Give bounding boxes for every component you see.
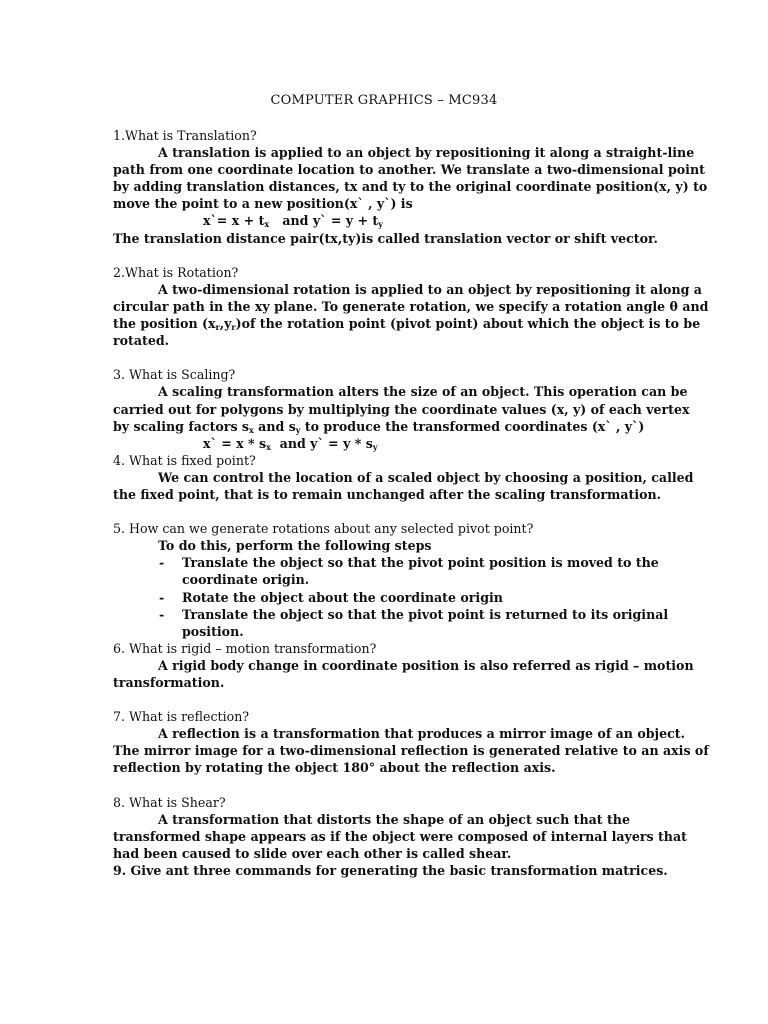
q2-line-3-sub-2: r (231, 322, 236, 333)
question-8-heading: 8. What is Shear? (113, 794, 226, 810)
q2-line-3-part-a: the position (x (113, 316, 216, 332)
q8-line-1: A transformation that distorts the shape of an object such that the (158, 811, 630, 827)
q1-formula-sub-1: x (264, 219, 270, 230)
q1-line-2: path from one coordinate location to another. We translate a two-dimensional point (113, 162, 705, 178)
q5-step-1: Translate the object so that the pivot point position is moved to the (182, 555, 659, 571)
q1-line-1: A translation is applied to an object by repositioning it along a straight-line (158, 145, 695, 161)
list-item (113, 554, 673, 571)
spacer (113, 777, 673, 794)
document-body (113, 127, 709, 879)
q3-line-3-sub-2: y (295, 424, 301, 435)
q3-formula-sub-2: y (372, 441, 378, 452)
q3-line-2: carried out for polygons by multiplying the coordinate values (x, y) of each vertex (113, 401, 690, 417)
q1-line-3: by adding translation distances, tx and ty to the original coordinate position(x, y) to (113, 179, 708, 195)
q5-step-3-cont: position. (182, 623, 244, 639)
q7-line-2: The mirror image for a two-dimensional reflection is generated relative to an axis of (113, 743, 709, 759)
spacer (113, 691, 673, 708)
q1-formula-part-b: and y` = y + t (282, 213, 379, 229)
q5-step-3: Translate the object so that the pivot point is returned to its original (182, 606, 669, 622)
q3-formula (113, 435, 673, 452)
q2-line-3-part-c: )of the rotation point (pivot point) about which the object is to be (235, 316, 701, 332)
spacer (113, 247, 673, 264)
list-dash: - (159, 555, 165, 571)
q2-line-1: A two-dimensional rotation is applied to an object by repositioning it along a (158, 281, 702, 297)
q7-line-3: reflection by rotating the object 180° about the reflection axis. (113, 760, 556, 776)
question-6-heading: 6. What is rigid – motion transformation? (113, 640, 377, 656)
list-dash: - (159, 606, 165, 622)
q5-line-1: To do this, perform the following steps (158, 538, 432, 554)
q1-line-5: The translation distance pair(tx,ty)is called translation vector or shift vector. (113, 230, 658, 246)
q1-formula (113, 212, 673, 229)
question-7-heading: 7. What is reflection? (113, 709, 250, 725)
spacer (113, 349, 673, 366)
q6-line-1: A rigid body change in coordinate position is also referred as rigid – motion (158, 657, 694, 673)
question-4-heading: 4. What is fixed point? (113, 452, 256, 468)
q3-line-1: A scaling transformation alters the size of an object. This operation can be (158, 384, 688, 400)
q3-formula-part-a: x` = x * s (203, 435, 267, 451)
q4-line-2: the fixed point, that is to remain unchanged after the scaling transformation. (113, 486, 662, 502)
list-dash: - (159, 589, 165, 605)
q4-line-1: We can control the location of a scaled object by choosing a position, called (158, 469, 694, 485)
q3-line-3-sub-1: x (249, 424, 254, 435)
q2-line-4: rotated. (113, 333, 170, 349)
q2-line-3 (113, 315, 701, 333)
q3-line-3-part-b: and s (253, 418, 296, 434)
q3-formula-sub-1: x (266, 441, 271, 452)
q3-formula-part-b: and y` = y * s (279, 435, 373, 451)
q1-formula-part-a: x`= x + t (203, 213, 265, 229)
question-2-heading: 2.What is Rotation? (113, 264, 239, 280)
question-3-heading: 3. What is Scaling? (113, 367, 236, 383)
q3-line-3-part-a: by scaling factors s (113, 418, 250, 434)
q8-line-3: had been caused to slide over each other is called shear. (113, 845, 512, 861)
list-item (113, 606, 673, 623)
q7-line-1: A reflection is a transformation that produces a mirror image of an object. (158, 726, 685, 742)
document-title: COMPUTER GRAPHICS – MC934 (270, 93, 498, 108)
q5-step-1-cont: coordinate origin. (182, 572, 310, 588)
q2-line-3-part-b: ,y (219, 316, 232, 332)
q3-line-3-part-c: to produce the transformed coordinates (x` , y`) (300, 418, 645, 434)
spacer (113, 503, 673, 520)
q3-line-3 (113, 418, 673, 435)
q6-line-2: transformation. (113, 675, 225, 690)
q2-line-3-sub-1: r (215, 322, 220, 333)
q1-line-4: move the point to a new position(x` , y`) is (113, 196, 413, 212)
q8-line-2: transformed shape appears as if the object were composed of internal layers that (113, 828, 687, 844)
list-item (113, 589, 673, 606)
question-9-heading: 9. Give ant three commands for generating the basic transformation matrices. (113, 863, 668, 879)
question-1-heading: 1.What is Translation? (113, 128, 257, 143)
q1-formula-sub-2: y (378, 219, 383, 230)
q2-line-2: circular path in the xy plane. To generate rotation, we specify a rotation angle θ and (113, 298, 709, 314)
q5-step-2: Rotate the object about the coordinate origin (182, 589, 503, 605)
question-5-heading: 5. How can we generate rotations about any selected pivot point? (113, 521, 534, 537)
